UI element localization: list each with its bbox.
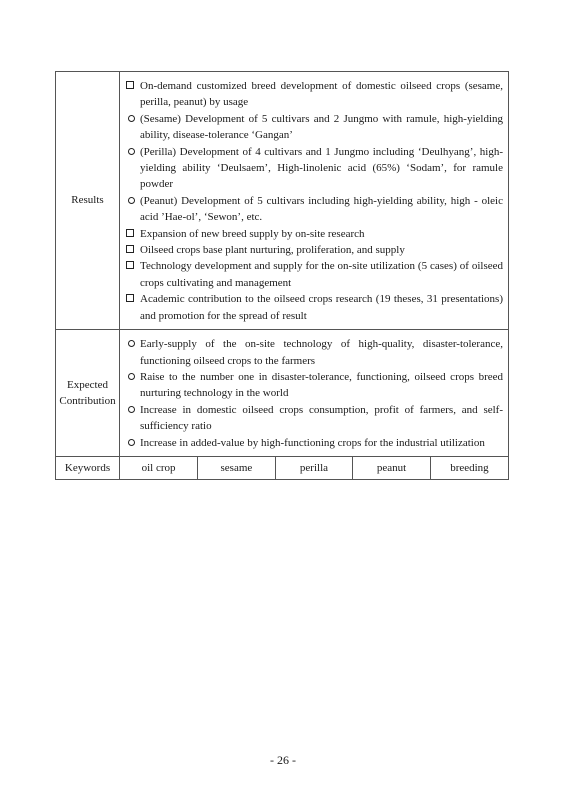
page-number: - 26 - xyxy=(270,753,296,767)
keyword-cell: oil crop xyxy=(141,461,176,474)
list-item: Academic contribution to the oilseed crops research (19 theses, 31 presentations) and promotion for the spread of result xyxy=(126,291,503,324)
results-label: Results xyxy=(56,72,120,330)
list-item: Oilseed crops base plant nurturing, proliferation, and supply xyxy=(126,242,503,258)
keyword-cell: peanut xyxy=(353,457,431,479)
list-item: (Peanut) Development of 5 cultivars including high-yielding ability, high - oleic acid ’Hae-ol’, ‘Sewon’, etc. xyxy=(126,193,503,226)
keywords-row xyxy=(56,456,509,479)
keyword-cell: sesame xyxy=(198,457,276,479)
list-item: (Perilla) Development of 4 cultivars and 1 Jungmo including ‘Deulhyang’, high-yielding ability ‘Deulsaem’, High-linolenic acid (65%) ‘Sodam’, for ramule powder xyxy=(126,144,503,193)
list-item: Increase in added-value by high-functioning crops for the industrial utilization xyxy=(126,435,503,451)
list-item: Early-supply of the on-site technology of high-quality, disaster-tolerance, functioning oilseed crops to the farmers xyxy=(126,336,503,369)
keywords-table xyxy=(120,457,508,479)
circle-bullet-icon xyxy=(128,197,135,204)
expected-contribution-row xyxy=(56,330,509,457)
expected-list xyxy=(120,330,508,456)
list-item: (Sesame) Development of 5 cultivars and 2 Jungmo with ramule, high-yielding ability, disease-tolerance ‘Gangan’ xyxy=(126,111,503,144)
circle-bullet-icon xyxy=(128,373,135,380)
results-list xyxy=(120,72,508,329)
checkbox-square-icon xyxy=(126,81,134,89)
keyword-cell: perilla xyxy=(275,457,353,479)
expected-contribution-label: Expected Contribution xyxy=(56,330,120,457)
checkbox-square-icon xyxy=(126,261,134,269)
circle-bullet-icon xyxy=(128,340,135,347)
circle-bullet-icon xyxy=(128,115,135,122)
list-item: Increase in domestic oilseed crops consumption, profit of farmers, and self-sufficiency ratio xyxy=(126,402,503,435)
list-item: Technology development and supply for the on-site utilization (5 cases) of oilseed crops cultivating and management xyxy=(126,258,503,291)
circle-bullet-icon xyxy=(128,406,135,413)
list-item: On-demand customized breed development of domestic oilseed crops (sesame, perilla, peanut) by usage xyxy=(126,78,503,111)
keyword-cell: breeding xyxy=(430,457,508,479)
summary-table xyxy=(55,71,509,480)
list-item: Raise to the number one in disaster-tolerance, functioning, oilseed crops breed nurturing technology in the world xyxy=(126,369,503,402)
checkbox-square-icon xyxy=(126,245,134,253)
circle-bullet-icon xyxy=(128,148,135,155)
checkbox-square-icon xyxy=(126,294,134,302)
circle-bullet-icon xyxy=(128,439,135,446)
list-item: Expansion of new breed supply by on-site research xyxy=(126,226,503,242)
results-row xyxy=(56,72,509,330)
checkbox-square-icon xyxy=(126,229,134,237)
keywords-label: Keywords xyxy=(56,456,120,479)
